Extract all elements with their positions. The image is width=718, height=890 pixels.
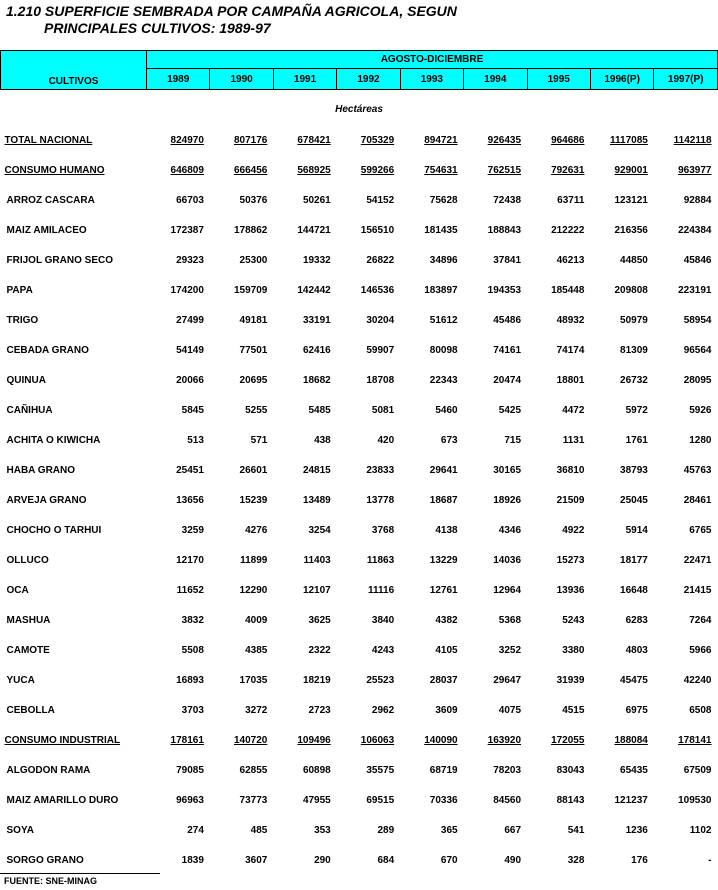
value-cell: 2723 xyxy=(308,704,331,716)
value-cell: 1131 xyxy=(562,434,585,446)
year-header: 1996(P) xyxy=(590,69,653,90)
table-row xyxy=(1,275,718,305)
table-row xyxy=(1,425,718,455)
value-cell: 80098 xyxy=(429,344,458,356)
value-cell: 705329 xyxy=(360,134,395,146)
value-cell: 29647 xyxy=(493,674,522,686)
value-cell: 109496 xyxy=(297,734,331,746)
value-cell: 929001 xyxy=(614,164,648,176)
value-cell: 673 xyxy=(440,434,458,446)
value-cell: 4382 xyxy=(435,614,458,626)
value-cell: 4515 xyxy=(562,704,585,716)
value-cell: 17035 xyxy=(239,674,268,686)
value-cell: 45763 xyxy=(683,464,712,476)
value-cell: 715 xyxy=(504,434,522,446)
value-cell: 3832 xyxy=(181,614,204,626)
value-cell: 666456 xyxy=(233,164,268,176)
value-cell: 176 xyxy=(631,854,648,866)
value-cell: 109530 xyxy=(678,794,712,806)
value-cell: 38793 xyxy=(620,464,648,476)
value-cell: 65435 xyxy=(620,764,648,776)
value-cell: 5081 xyxy=(371,404,395,416)
value-cell: 156510 xyxy=(360,224,395,236)
crop-label: TRIGO xyxy=(6,314,39,326)
crop-label: QUINUA xyxy=(6,374,46,386)
value-cell: 178161 xyxy=(170,734,204,746)
value-cell: 6975 xyxy=(625,704,648,716)
value-cell: 25045 xyxy=(620,494,648,506)
value-cell: 188084 xyxy=(614,734,648,746)
value-cell: 13936 xyxy=(556,584,585,596)
value-cell: 4138 xyxy=(435,524,458,536)
value-cell: 2322 xyxy=(308,644,331,656)
value-cell: 1142118 xyxy=(673,134,712,146)
value-cell: 353 xyxy=(314,824,331,836)
footer-rule xyxy=(0,873,160,874)
value-cell: 670 xyxy=(440,854,458,866)
value-cell: 5926 xyxy=(689,404,712,416)
value-cell: 67509 xyxy=(683,764,712,776)
value-cell: 1102 xyxy=(689,824,712,836)
value-cell: 96963 xyxy=(176,794,204,806)
table-row xyxy=(1,245,718,275)
value-cell: 92884 xyxy=(683,194,712,206)
value-cell: 5255 xyxy=(245,404,268,416)
source-note: FUENTE: SNE-MINAG xyxy=(4,876,97,886)
value-cell: 58954 xyxy=(683,314,712,326)
value-cell: 26601 xyxy=(239,464,268,476)
value-cell: 12107 xyxy=(302,584,331,596)
value-cell: 792631 xyxy=(551,164,585,176)
value-cell: 1236 xyxy=(625,824,648,836)
value-cell: 7264 xyxy=(689,614,712,626)
table-header xyxy=(1,51,718,90)
value-cell: 48932 xyxy=(556,314,585,326)
crop-label: MAIZ AMILACEO xyxy=(6,224,87,236)
title-line-1: 1.210 SUPERFICIE SEMBRADA POR CAMPAÑA AGRICOLA, SEGUN xyxy=(6,3,457,19)
table-row xyxy=(1,395,718,425)
year-header: 1997(P) xyxy=(654,69,718,90)
value-cell: 4243 xyxy=(371,644,395,656)
crop-label: MASHUA xyxy=(6,614,51,626)
value-cell: 4922 xyxy=(562,524,585,536)
value-cell: 13778 xyxy=(366,494,395,506)
value-cell: 646809 xyxy=(170,164,204,176)
value-cell: 23833 xyxy=(366,464,395,476)
value-cell: 18801 xyxy=(556,374,585,386)
crop-label: ARVEJA GRANO xyxy=(6,494,87,506)
value-cell: 667 xyxy=(504,824,522,836)
crop-label: ARROZ CASCARA xyxy=(6,194,95,206)
table-row xyxy=(1,815,718,845)
table-row xyxy=(1,215,718,245)
value-cell: 420 xyxy=(377,434,395,446)
value-cell: 438 xyxy=(314,434,331,446)
value-cell: 6508 xyxy=(689,704,712,716)
value-cell: 678421 xyxy=(297,134,331,146)
value-cell: 163920 xyxy=(487,734,522,746)
value-cell: 15239 xyxy=(239,494,268,506)
value-cell: 26822 xyxy=(366,254,395,266)
table-row xyxy=(1,185,718,215)
value-cell: 72438 xyxy=(493,194,522,206)
crop-label: CEBADA GRANO xyxy=(6,344,89,356)
value-cell: 11863 xyxy=(366,554,395,566)
value-cell: 684 xyxy=(377,854,395,866)
crop-label: ALGODON RAMA xyxy=(6,764,91,776)
value-cell: 42240 xyxy=(683,674,712,686)
value-cell: 50261 xyxy=(302,194,331,206)
value-cell: 178862 xyxy=(233,224,268,236)
value-cell: 106063 xyxy=(360,734,395,746)
value-cell: 4075 xyxy=(498,704,522,716)
value-cell: 513 xyxy=(187,434,204,446)
value-cell: 159709 xyxy=(233,284,268,296)
value-cell: 3259 xyxy=(181,524,204,536)
year-header: 1992 xyxy=(337,69,400,90)
value-cell: 894721 xyxy=(424,134,458,146)
value-cell: 84560 xyxy=(493,794,522,806)
value-cell: 62416 xyxy=(302,344,331,356)
value-cell: 46213 xyxy=(556,254,585,266)
value-cell: 121237 xyxy=(614,794,648,806)
crop-label: CEBOLLA xyxy=(6,704,55,716)
value-cell: 63711 xyxy=(557,194,585,206)
value-cell: 50376 xyxy=(239,194,268,206)
value-cell: 29641 xyxy=(429,464,458,476)
value-cell: 762515 xyxy=(487,164,522,176)
table-title xyxy=(6,3,457,37)
crop-label: TOTAL NACIONAL xyxy=(4,134,93,146)
value-cell: 5914 xyxy=(625,524,648,536)
value-cell: 12761 xyxy=(429,584,458,596)
table-row xyxy=(1,545,718,575)
value-cell: 172387 xyxy=(170,224,204,236)
value-cell: 49181 xyxy=(239,314,268,326)
value-cell: 223191 xyxy=(678,284,712,296)
table-body xyxy=(1,90,718,876)
value-cell: 365 xyxy=(440,824,458,836)
value-cell: 18708 xyxy=(366,374,395,386)
value-cell: 216356 xyxy=(614,224,648,236)
value-cell: 4803 xyxy=(625,644,648,656)
crop-label: SOYA xyxy=(6,824,34,836)
value-cell: 6765 xyxy=(689,524,712,536)
value-cell: 599266 xyxy=(360,164,395,176)
value-cell: 74161 xyxy=(493,344,522,356)
value-cell: 28461 xyxy=(683,494,712,506)
data-table xyxy=(0,50,718,875)
value-cell: 568925 xyxy=(297,164,331,176)
value-cell: 5972 xyxy=(625,404,648,416)
year-header: 1993 xyxy=(400,69,463,90)
value-cell: 22343 xyxy=(429,374,458,386)
value-cell: 21509 xyxy=(556,494,585,506)
value-cell: 18177 xyxy=(620,554,648,566)
title-line-2: PRINCIPALES CULTIVOS: 1989-97 xyxy=(44,20,271,36)
value-cell: 47955 xyxy=(302,794,331,806)
value-cell: 75628 xyxy=(429,194,458,206)
value-cell: 78203 xyxy=(493,764,522,776)
value-cell: 12170 xyxy=(176,554,204,566)
value-cell: 807176 xyxy=(233,134,268,146)
value-cell: 21415 xyxy=(683,584,712,596)
value-cell: 79085 xyxy=(176,764,204,776)
value-cell: 1117085 xyxy=(610,134,648,146)
value-cell: 328 xyxy=(567,854,585,866)
value-cell: 16893 xyxy=(176,674,204,686)
value-cell: 27499 xyxy=(176,314,204,326)
year-header: 1991 xyxy=(273,69,336,90)
value-cell: 2962 xyxy=(371,704,395,716)
year-header: 1990 xyxy=(210,69,273,90)
year-header: 1989 xyxy=(146,69,209,90)
value-cell: 59907 xyxy=(366,344,395,356)
value-cell: 4346 xyxy=(498,524,522,536)
value-cell: 3840 xyxy=(371,614,395,626)
value-cell: 4472 xyxy=(562,404,585,416)
value-cell: 13489 xyxy=(302,494,331,506)
value-cell: 11116 xyxy=(368,584,395,596)
table-row xyxy=(1,605,718,635)
value-cell: 490 xyxy=(504,854,522,866)
year-header: 1994 xyxy=(464,69,527,90)
table-row xyxy=(1,515,718,545)
table-row xyxy=(1,365,718,395)
unit-label: Hectáreas xyxy=(335,103,383,115)
value-cell: 25300 xyxy=(239,254,268,266)
value-cell: 3272 xyxy=(245,704,268,716)
value-cell: 31939 xyxy=(556,674,585,686)
table-row xyxy=(1,305,718,335)
value-cell: 209808 xyxy=(614,284,648,296)
crop-label: PAPA xyxy=(6,284,33,296)
value-cell: 13656 xyxy=(176,494,204,506)
value-cell: 54152 xyxy=(366,194,395,206)
value-cell: 96564 xyxy=(683,344,712,356)
table-row xyxy=(1,485,718,515)
value-cell: 964686 xyxy=(551,134,585,146)
value-cell: 571 xyxy=(250,434,268,446)
table-row xyxy=(1,335,718,365)
value-cell: 5845 xyxy=(181,404,204,416)
value-cell: 140090 xyxy=(424,734,458,746)
value-cell: 18219 xyxy=(302,674,331,686)
value-cell: 26732 xyxy=(620,374,648,386)
value-cell: 29323 xyxy=(176,254,204,266)
value-cell: 174200 xyxy=(170,284,204,296)
value-cell: 754631 xyxy=(424,164,458,176)
table-row xyxy=(1,155,718,185)
value-cell: 74174 xyxy=(556,344,585,356)
value-cell: 50979 xyxy=(620,314,648,326)
value-cell: 926435 xyxy=(487,134,522,146)
value-cell: 5966 xyxy=(689,644,712,656)
value-cell: 22471 xyxy=(683,554,712,566)
value-cell: 44850 xyxy=(620,254,648,266)
period-header: AGOSTO-DICIEMBRE xyxy=(146,51,717,69)
value-cell: 11403 xyxy=(303,554,331,566)
crop-label: CONSUMO INDUSTRIAL xyxy=(4,734,121,746)
value-cell: 45486 xyxy=(493,314,522,326)
value-cell: 70336 xyxy=(429,794,458,806)
value-cell: 35575 xyxy=(366,764,395,776)
value-cell: 6283 xyxy=(625,614,648,626)
table-row xyxy=(1,455,718,485)
value-cell: 824970 xyxy=(170,134,204,146)
table-row xyxy=(1,845,718,875)
value-cell: 212222 xyxy=(551,224,585,236)
crop-label: OCA xyxy=(6,584,29,596)
value-cell: 25523 xyxy=(366,674,395,686)
value-cell: 3768 xyxy=(371,524,395,536)
value-cell: 541 xyxy=(567,824,585,836)
value-cell: 185448 xyxy=(551,284,585,296)
value-cell: 3252 xyxy=(498,644,522,656)
value-cell: 19332 xyxy=(302,254,331,266)
value-cell: 37841 xyxy=(493,254,522,266)
value-cell: 30165 xyxy=(493,464,522,476)
value-cell: 81309 xyxy=(620,344,648,356)
value-cell: 16648 xyxy=(620,584,648,596)
value-cell: 3703 xyxy=(181,704,204,716)
table-row xyxy=(1,755,718,785)
value-cell: 28095 xyxy=(683,374,712,386)
value-cell: 5508 xyxy=(181,644,204,656)
table-row xyxy=(1,125,718,155)
value-cell: 60898 xyxy=(302,764,331,776)
value-cell: 12290 xyxy=(239,584,268,596)
value-cell: 20066 xyxy=(176,374,204,386)
value-cell: 172055 xyxy=(551,734,585,746)
value-cell: 66703 xyxy=(176,194,204,206)
value-cell: 963977 xyxy=(678,164,712,176)
crop-label: SORGO GRANO xyxy=(6,854,84,866)
value-cell: 194353 xyxy=(487,284,522,296)
table-row xyxy=(1,725,718,755)
value-cell: 274 xyxy=(187,824,204,836)
value-cell: 18687 xyxy=(429,494,458,506)
value-cell: 140720 xyxy=(233,734,268,746)
value-cell: 88143 xyxy=(556,794,585,806)
value-cell: 28037 xyxy=(429,674,458,686)
value-cell: 183897 xyxy=(424,284,458,296)
crop-label: YUCA xyxy=(6,674,35,686)
value-cell: 123121 xyxy=(614,194,648,206)
value-cell: 18682 xyxy=(302,374,331,386)
value-cell: 5368 xyxy=(498,614,522,626)
value-cell: 54149 xyxy=(176,344,204,356)
crop-label: HABA GRANO xyxy=(6,464,76,476)
value-cell: 12964 xyxy=(493,584,522,596)
table-row xyxy=(1,635,718,665)
value-cell: 73773 xyxy=(239,794,268,806)
value-cell: 25451 xyxy=(176,464,204,476)
value-cell: 20474 xyxy=(493,374,522,386)
value-cell: 33191 xyxy=(302,314,331,326)
value-cell: 51612 xyxy=(429,314,458,326)
value-cell: 18926 xyxy=(493,494,522,506)
value-cell: 69515 xyxy=(366,794,395,806)
value-cell: 142442 xyxy=(297,284,331,296)
crop-label: CHOCHO O TARHUI xyxy=(6,524,102,536)
value-cell: 20695 xyxy=(239,374,268,386)
table-row xyxy=(1,695,718,725)
value-cell: 5243 xyxy=(562,614,585,626)
value-cell: 30204 xyxy=(366,314,395,326)
value-cell: 1761 xyxy=(625,434,648,446)
value-cell: 3607 xyxy=(245,854,268,866)
value-cell: 13229 xyxy=(429,554,458,566)
value-cell: 4009 xyxy=(245,614,268,626)
value-cell: 4105 xyxy=(435,644,458,656)
value-cell: 45846 xyxy=(683,254,712,266)
value-cell: 146536 xyxy=(360,284,395,296)
crop-label: OLLUCO xyxy=(6,554,49,566)
value-cell: 36810 xyxy=(556,464,585,476)
value-cell: 83043 xyxy=(556,764,585,776)
value-cell: 3254 xyxy=(308,524,331,536)
value-cell: 224384 xyxy=(678,224,712,236)
value-cell: 1839 xyxy=(181,854,204,866)
value-cell: 68719 xyxy=(429,764,458,776)
value-cell: 5425 xyxy=(498,404,522,416)
value-cell: 45475 xyxy=(620,674,648,686)
table-row xyxy=(1,785,718,815)
value-cell: 3380 xyxy=(562,644,585,656)
value-cell: 5485 xyxy=(308,404,331,416)
value-cell: 290 xyxy=(314,854,331,866)
value-cell: 5460 xyxy=(435,404,458,416)
crop-label: MAIZ AMARILLO DURO xyxy=(6,794,119,806)
value-cell: 289 xyxy=(377,824,395,836)
value-cell: 24815 xyxy=(302,464,331,476)
value-cell: 11652 xyxy=(176,584,204,596)
value-cell: 62855 xyxy=(239,764,268,776)
table-row xyxy=(1,665,718,695)
value-cell: 4276 xyxy=(245,524,268,536)
crop-label: ACHITA O KIWICHA xyxy=(6,434,101,446)
value-cell: 181435 xyxy=(424,224,458,236)
value-cell: 3625 xyxy=(308,614,331,626)
value-cell: 178141 xyxy=(678,734,712,746)
value-cell: - xyxy=(708,854,712,866)
value-cell: 77501 xyxy=(239,344,268,356)
crop-label: FRIJOL GRANO SECO xyxy=(6,254,113,266)
value-cell: 34896 xyxy=(429,254,458,266)
crop-label: CONSUMO HUMANO xyxy=(4,164,105,176)
crop-label: CAÑIHUA xyxy=(6,404,53,416)
value-cell: 11899 xyxy=(240,554,268,566)
value-cell: 14036 xyxy=(493,554,522,566)
crop-label: CAMOTE xyxy=(6,644,50,656)
value-cell: 15273 xyxy=(556,554,585,566)
crop-column-header: CULTIVOS xyxy=(1,51,147,90)
value-cell: 1280 xyxy=(689,434,712,446)
value-cell: 188843 xyxy=(487,224,522,236)
value-cell: 144721 xyxy=(297,224,331,236)
year-header: 1995 xyxy=(527,69,590,90)
value-cell: 3609 xyxy=(435,704,458,716)
value-cell: 485 xyxy=(250,824,268,836)
value-cell: 4385 xyxy=(245,644,268,656)
table-row xyxy=(1,575,718,605)
